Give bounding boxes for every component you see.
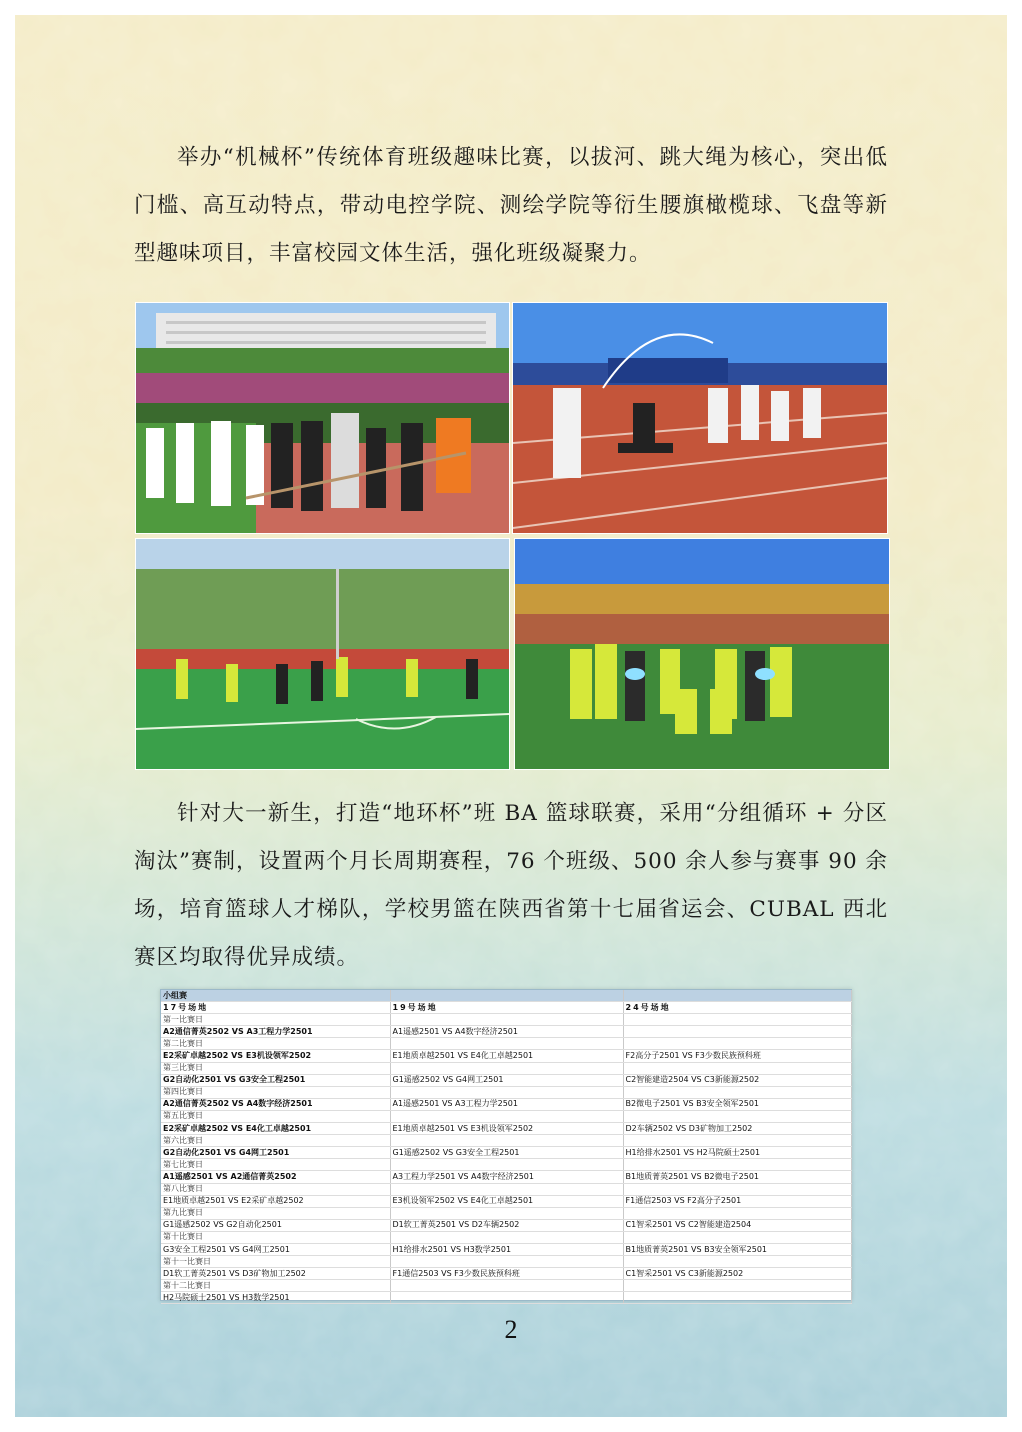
photo-jump-rope xyxy=(512,302,888,534)
round-label-row xyxy=(161,1231,851,1243)
match-cell: E1地质卓越2501 VS E3机设领军2502 xyxy=(390,1123,623,1135)
match-cell: H2马院硕士2501 VS H3数学2501 xyxy=(161,1292,390,1304)
match-row xyxy=(161,1195,851,1207)
match-cell: H1给排水2501 VS H2马院硕士2501 xyxy=(623,1147,851,1159)
match-row xyxy=(161,1050,851,1062)
photo-frisbee-team xyxy=(514,538,890,770)
league-paragraph xyxy=(134,790,888,982)
match-cell: D1软工菁英2501 VS D2车辆2502 xyxy=(390,1219,623,1231)
match-cell: A2通信菁英2502 VS A4数字经济2501 xyxy=(161,1098,390,1110)
round-label: 第八比赛日 xyxy=(161,1183,390,1195)
venue-24: 24号场地 xyxy=(623,1002,851,1014)
round-label-row xyxy=(161,1256,851,1268)
match-row xyxy=(161,1098,851,1110)
venue-header-row xyxy=(161,1002,851,1014)
match-cell: G2自动化2501 VS G3安全工程2501 xyxy=(161,1074,390,1086)
venue-17: 17号场地 xyxy=(161,1002,390,1014)
match-cell: C1智采2501 VS C3新能源2502 xyxy=(623,1268,851,1280)
round-label-row xyxy=(161,1280,851,1292)
match-row xyxy=(161,1219,851,1231)
match-cell: E1地质卓越2501 VS E2采矿卓越2502 xyxy=(161,1195,390,1207)
match-cell: A3工程力学2501 VS A4数字经济2501 xyxy=(390,1171,623,1183)
photo-flag-football xyxy=(135,538,510,770)
round-label-row xyxy=(161,1135,851,1147)
match-row xyxy=(161,1268,851,1280)
photo-tug-of-war xyxy=(135,302,510,534)
round-label-row xyxy=(161,1207,851,1219)
round-label: 第六比赛日 xyxy=(161,1135,390,1147)
match-cell: G1遥感2502 VS G2自动化2501 xyxy=(161,1219,390,1231)
round-label-row xyxy=(161,1086,851,1098)
match-cell: F2高分子2501 VS F3少数民族预科班 xyxy=(623,1050,851,1062)
match-cell: C1智采2501 VS C2智能建造2504 xyxy=(623,1219,851,1231)
round-label: 第一比赛日 xyxy=(161,1014,390,1026)
match-cell: E3机设领军2502 VS E4化工卓越2501 xyxy=(390,1195,623,1207)
match-row xyxy=(161,1074,851,1086)
match-cell: B1地质菁英2501 VS B3安全领军2501 xyxy=(623,1243,851,1255)
match-cell: G3安全工程2501 VS G4网工2501 xyxy=(161,1243,390,1255)
match-cell: H1给排水2501 VS H3数学2501 xyxy=(390,1243,623,1255)
match-cell: E1地质卓越2501 VS E4化工卓越2501 xyxy=(390,1050,623,1062)
match-cell: F1通信2503 VS F2高分子2501 xyxy=(623,1195,851,1207)
round-label: 第三比赛日 xyxy=(161,1062,390,1074)
intro-paragraph xyxy=(134,134,888,278)
match-cell: A1遥感2501 VS A2通信菁英2502 xyxy=(161,1171,390,1183)
match-cell: F1通信2503 VS F3少数民族预科班 xyxy=(390,1268,623,1280)
match-row xyxy=(161,1026,851,1038)
match-cell: E2采矿卓越2502 VS E3机设领军2502 xyxy=(161,1050,390,1062)
schedule-table xyxy=(160,989,852,1301)
round-label-row xyxy=(161,1183,851,1195)
match-cell xyxy=(623,1292,851,1304)
round-label: 第五比赛日 xyxy=(161,1110,390,1122)
round-label: 第七比赛日 xyxy=(161,1159,390,1171)
match-cell: G2自动化2501 VS G4网工2501 xyxy=(161,1147,390,1159)
table-title-row xyxy=(161,990,851,1002)
round-label: 第九比赛日 xyxy=(161,1207,390,1219)
match-cell: D2车辆2502 VS D3矿物加工2502 xyxy=(623,1123,851,1135)
match-cell xyxy=(390,1292,623,1304)
round-label-row xyxy=(161,1062,851,1074)
round-label: 第四比赛日 xyxy=(161,1086,390,1098)
page-number: 2 xyxy=(504,1315,518,1344)
round-label: 第十比赛日 xyxy=(161,1231,390,1243)
round-label: 第十一比赛日 xyxy=(161,1256,390,1268)
round-label-row xyxy=(161,1014,851,1026)
match-cell: A1遥感2501 VS A3工程力学2501 xyxy=(390,1098,623,1110)
match-cell: E2采矿卓越2502 VS E4化工卓越2501 xyxy=(161,1123,390,1135)
match-row xyxy=(161,1292,851,1304)
match-cell: B2微电子2501 VS B3安全领军2501 xyxy=(623,1098,851,1110)
match-cell: B1地质菁英2501 VS B2微电子2501 xyxy=(623,1171,851,1183)
paragraph-basketball-league: 针对大一新生，打造“地环杯”班 BA 篮球联赛，采用“分组循环 + 分区淘汰”赛制，设置两个月长周期赛程，76 个班级、500 余人参与赛事 90 余场，培育篮球人才梯队，学校男篮在陕西省第十七届省运会、CUBAL 西北赛区均取得优异成绩。 xyxy=(134,801,888,970)
match-row xyxy=(161,1123,851,1135)
round-label: 第二比赛日 xyxy=(161,1038,390,1050)
venue-19: 19号场地 xyxy=(390,1002,623,1014)
match-cell: G1遥感2502 VS G4网工2501 xyxy=(390,1074,623,1086)
match-cell xyxy=(623,1026,851,1038)
match-cell: D1软工菁英2501 VS D3矿物加工2502 xyxy=(161,1268,390,1280)
table-title: 小组赛 xyxy=(161,990,390,1002)
match-row xyxy=(161,1243,851,1255)
round-label-row xyxy=(161,1110,851,1122)
round-label: 第十二比赛日 xyxy=(161,1280,390,1292)
match-cell: C2智能建造2504 VS C3新能源2502 xyxy=(623,1074,851,1086)
round-label-row xyxy=(161,1159,851,1171)
match-cell: G1遥感2502 VS G3安全工程2501 xyxy=(390,1147,623,1159)
match-cell: A2通信菁英2502 VS A3工程力学2501 xyxy=(161,1026,390,1038)
round-label-row xyxy=(161,1038,851,1050)
match-row xyxy=(161,1171,851,1183)
match-cell: A1遥感2501 VS A4数字经济2501 xyxy=(390,1026,623,1038)
match-row xyxy=(161,1147,851,1159)
paragraph-tug-of-war: 举办“机械杯”传统体育班级趣味比赛，以拔河、跳大绳为核心，突出低门槛、高互动特点，带动电控学院、测绘学院等衍生腰旗橄榄球、飞盘等新型趣味项目，丰富校园文体生活，强化班级凝聚力。 xyxy=(134,145,888,266)
